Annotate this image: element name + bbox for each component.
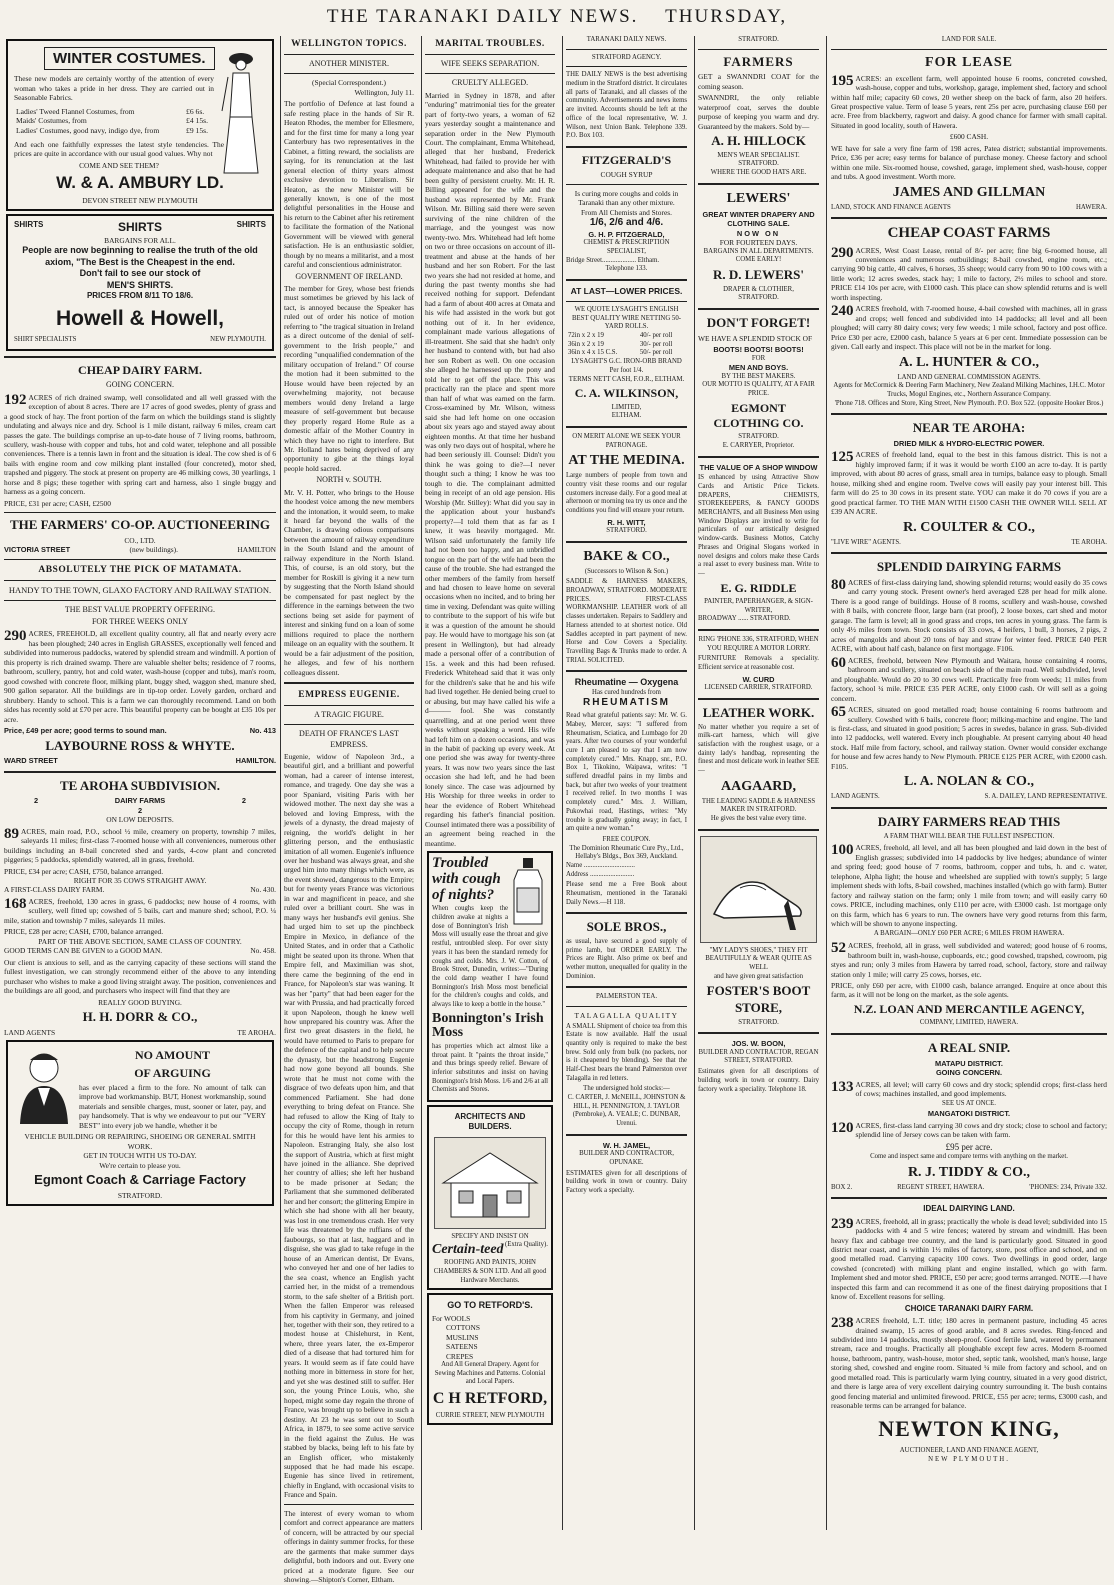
- winter-intro: These new models are certainly worthy of the attention of every woman who takes a pride in her dress. They are carried out in Seasonable Fabrics.: [14, 74, 214, 103]
- winter-costumes-ad: [6, 39, 274, 211]
- retford-firm: C H RETFORD,: [432, 1390, 548, 1408]
- farmers-heading: FARMERS: [723, 53, 794, 69]
- coast-farms-heading: CHEAP COAST FARMS: [887, 225, 1051, 242]
- foster-firm: FOSTER'S BOOT STORE,: [706, 983, 811, 1015]
- splendid-heading: SPLENDID DAIRYING FARMS: [876, 559, 1062, 575]
- cheap-dairy-sub: GOING CONCERN.: [106, 380, 174, 390]
- shirts-label-center: SHIRTS: [117, 220, 162, 235]
- egmont-please: We're certain to please you.: [99, 1160, 181, 1170]
- shoe-illustration: [700, 836, 817, 943]
- farmers-coop-firm: THE FARMERS' CO-OP. AUCTIONEERING: [9, 517, 271, 533]
- egmont-clothing: EGMONT CLOTHING CO.: [713, 400, 804, 431]
- empress-heading: EMPRESS EUGENIE.: [298, 689, 400, 700]
- bake-heading: BAKE & CO.,: [583, 548, 670, 564]
- winter-outro: And each one faithfully expresses the latest style tendencies. The prices are quite in accordance with our usual good values. Why not: [14, 139, 224, 159]
- aroha-heading: NEAR TE AROHA:: [912, 420, 1026, 436]
- irish-moss-body: When coughs keep the children awake at nights a dose of Bonnington's Irish Moss will usually ease the throat and give restful, untroubled sleep. For over sixty years it has been the standard remedy for coughs and colds. Mrs. J. W. Cotton, of Brook Street, Dunedin, writes:—"During the cold damp weather I have found Bonnington's Irish Moss most beneficial for the children's coughs and colds, and always like to keep a bottle in the house.": [432, 905, 548, 1008]
- table-row: 72in x 2 x 19 40/- per roll: [568, 332, 673, 340]
- laybourne-town: HAMILTON.: [235, 756, 276, 766]
- cheap-dairy-body: 192 ACRES of rich drained swamp, well consolidated and all well grassed with the exception of about 8 acres. There are 17 acres of good swedes, plenty of grass and a good stock of hay. The front portion of the farm on which the buildings stand is slightly undulating and always nice and dry. School is 1 mile distant, railway 6 miles, cream cart passes the gate. The buildings comprise an up-to-date house of 7 living rooms, bathroom, scullery, wash-house with copper and tubs, hot and cold water, telephone and all possible conveniences. There is a tennis lawn in front and the situation is ideal. The cow shed is of 6 bails with engine room and cow milking plant installed (four concreted), motor shed, trapshed and piggery. The stock at present on property are 46 milking cows, 30 yearlings, 1 horse and 8 pigs; these together with spring cart and harness, also 1 single buggy and harness as a going concern.: [4, 391, 276, 497]
- lewers-firm: R. D. LEWERS': [712, 266, 805, 282]
- matamata-handy: HANDY TO THE TOWN, GLAXO FACTORY AND RAILWAY STATION.: [8, 585, 272, 595]
- man-portrait-icon: [14, 1046, 74, 1124]
- nz-loan-firm: N.Z. LOAN AND MERCANTILE AGENCY,: [853, 1001, 1085, 1016]
- lower-prices: AT LAST—LOWER PRICES.: [570, 286, 683, 297]
- egmont-heading1: NO AMOUNT: [135, 1048, 210, 1063]
- winter-item: Ladies' Tweed Flannel Costumes, from £6 6s.: [16, 106, 205, 116]
- matamata-headline: ABSOLUTELY THE PICK OF MATAMATA.: [38, 564, 242, 575]
- wire-price-table: [566, 332, 687, 358]
- hunter-firm: A. L. HUNTER & CO.,: [898, 354, 1039, 370]
- hillock-firm: A. H. HILLOCK: [711, 133, 806, 149]
- medina-heading: AT THE MEDINA.: [568, 453, 685, 469]
- column-6: LAND FOR SALE. FOR LEASE 195 ACRES: an excellent farm, well appointed house 6 rooms, concreted cowshed, wash-house, copper and tubs, workshop, garage, implement shed, factory and school within half mile; capacity 60 cows, 20 wether sheep on the back of farm, also 20 heifers. Great prospective value. Term of lease 5 years, rent 25s per acre, purchasing clause £60 per acre. Free from blackberry, ragwort and daisy. A good chance for farmer with small capital. Situated in good locality, south of Hawera. £600 CASH. WE have for sale a very fine farm of 198 acres, Patea district; substantial improvements. Price, £36 per acre; easy terms for balance of purchase money. Cheese factory and school within one mile. Six-roomed house, cowshed, garage, implement shed, wash-house, copper and tubs. A good investment. Worth more. JAMES AND GILLMAN LAND, STOCK AND FINANCE AGENTS HAWERA. CHEAP COAST FARMS 290 ACRES, West Coast Lease, rental of 8/- per acre; fine big 6-roomed house, all conveniences and numerous outbuildings; 8-bail cowshed, engine room, etc.; carrying 90 big cattle, 40 calves, 6 horses, 35 sheep; would carry from 90 to 100 cows with a little work; 12 acres swedes, stack hay; 1 mile to factory, 2½ miles to school and store. PRICE £14 10s per acre, with £1000 cash. This place can show splendid returns and is well worth inspecting. 240 ACRES freehold, with 7-roomed house, 4-bail cowshed with machines, all in grass and crops; well fenced and subdivided into 14 paddocks; all level and all been ploughed; will carry 80 dairy cows; very few weeds; 1 mile school, factory and post office. Price £30 per acre, £2000 cash, balance 5 years at 6 per cent. Immediate possession can be given. Call early and inspect. This place will not be in the market for long. A. L. HUNTER & CO., LAND AND GENERAL COMMISSION AGENTS. Agents for McCormick & Deering Farm Machinery, New Zealand Milking Machines, I.H.C. Motor Trucks, Mogul Engines, etc., Northern Assurance Company. 'Phone 718. Offices and Store, King Street, New Plymouth. P.O. Box 522. (opposite Hooker Bros.) NEAR TE AROHA: DRIED MILK & HYDRO-ELECTRIC POWER. 125 ACRES of freehold land, equal to the best in this famous district. This is not a highly improved farm; if it was it would be worth £100 an acre to-day. It is partly improved, with about 80 acres of grass, small area in turnips, balance easy to plough. Small house, milking shed and engine room. Twelve cows will easily pay your interest bill. This farm will do 25 to 30 cows in its present state. YOU can make it do 70 cows if you are a good practical farmer. TO THE MAN WITH £1500 CASH THE OWNER WILL SELL AT £39 AN ACRE. R. COULTER & CO., "LIVE WIRE" AGENTS. TE AROHA. SPLENDID DAIRYING FARMS 80 ACRES of first-class dairying land, showing splendid returns; would easily do 35 cows and carry young stock. Present owner's herd averaged £28 per head for milk alone. There is a good range of buildings. House of 8 rooms, scullery and wash-house, cowshed with 8 bails, with concrete floor, large barn (rat proof), 2 loose boxes, cart shed and motor garage. The farm is level; all in good grass and crops, ten acres in young grass. The farm is only 4½ miles from town. Stock consists of 33 cows, 4 heifers, 1 bull, 3 horses, 2 pigs, 2 acres of mangolds and about 20 tons of hay and straw for winter feed. PRICE £40 PER ACRE, with about half cash, balance on first mortgage. F106. 60 ACRES, freehold, between New Plymouth and Waitara, house containing 4 rooms, bathroom and scullery, situated on beach side of the main road. Well subdivided, level and ploughable. Would do 20 to 30 cows well. Practically free from weeds; 11 miles from factory, school ¼ mile. PRICE £35 PER ACRE, only £1000 cash. Or will sell as a going concern. 65 ACRES, situated on good metalled road; house containing 6 rooms bathroom and scullery. Cowshed with 6 bails, concrete floor; milking-machine and engine. The land is first-class, and situated in good position; 5 acres in swedes, balance in grass. Sub-divided into 12 paddocks, well watered. Every inch ploughable. At present carrying about 40 head stock. Half mile from factory, school, and railway station. Owner would consider exchange for house and few acres handy to New Plymouth. PRICE £125 PER ACRE, with £2000 cash. F105. L. A. NOLAN & CO., LAND AGENTS. S. A. DAILEY, LAND REPRESENTATIVE. DAIRY FARMERS READ THIS A FARM THAT WILL BEAR THE FULLEST INSPECTION. 100 ACRES, freehold, all level, and all has been ploughed and laid down in the best of English grasses; subdivided into 14 paddocks by live hedges; abundance of winter and spring feed; good house of 7 rooms, bathroom, copper and tubs, h. and c. water, telephone, Alpha light; the house and wheelshed are supplied with town's supply; 5 large implement sheds with lofts, 8-bail cowshed, machines installed (which go with farm). Butter factory and railway station on the farm; only 1 mile from town; and will easily carry 60 cows. PRICE, including machines, only £110 per acre, with £3000 cash. 1st mortgage only on this farm, which has 6 years to run. The owners have very good returns from this farm, which will be shown to anyone inspecting. A BARGAIN—ONLY £60 PER ACRE; 6 MILES FROM HAWERA. 52 ACRES, freehold, all in grass, well subdivided and watered; good house of 6 rooms, bathroom built in, wash-house, cupboards, etc.; good cowshed, trapshed, cowroom, pig styes and run; only 3 miles from Hawera by tarred road, school, factory, store and railway station only 1 mile; will carry 25 cows, horses, etc. PRICE, only £60 per acre, with £1000 cash, balance arranged. Enquire at once about this farm, as it will not be long on the market, as the sole agents. N.Z. LOAN AND MERCANTILE AGENCY, COMPANY, LIMITED, HAWERA. A REAL SNIP. MATAPU DISTRICT. GOING CONCERN. 133 ACRES, all level; will carry 60 cows and dry stock; splendid crops; first-class herd of cows; machines installed, and good implements. SEE US AT ONCE. MANGATOKI DISTRICT. 120 ACRES, first-class land carrying 30 cows and dry stock; close to school and factory; splendid line of Jersey cows can be taken with farm. £95 per acre. Come and inspect same and compare terms with anything on the market. R. J. TIDDY & CO., BOX 2. REGENT STREET, HAWERA. 'PHONES: 234, Private 332. IDEAL DAIRYING LAND. 239 ACRES, freehold, all in grass; practically the whole is dead level; subdivided into 15 paddocks with 4 and 5 wire fences; watered by stream and windmill. Has been heavy flax and cabbage tree country, and the land is particularly good. Situated in good district near coast, and is within 1½ miles of factory, store, post office and school, and on good metalled road. Carrying capacity 100 cows. Two dwellings in good order, large cowshed (concreted) with milking plant and engine installed, which go with farm. Implement shed and motor shed. PRICE, £50 per acre; good terms arranged. NOTE.—I have inspected this farm and can recommend it as one of the finest dairying propositions that I know of. Excellent reasons for selling. CHOICE TARANAKI DAIRY FARM. 238 ACRES freehold, L.T. title; 180 acres in permanent pasture, including 45 acres drained swamp, 15 acres of good arable, and 8 acres swedes. Ring-fenced and subdivided into 14 paddocks, mostly sheep-proof. Good fertile land, watered by permanent stream, race and troughs. Practically all ploughable except few acres. Modern 8-roomed house, bathroom, pantry, wash-house, motor shed, septic tank, woolshed, man's house, large storing shed, cowshed and engine room. Situated ¼ mile from factory and school, and on good metalled road. This is particularly warm lying country, situated in a very good district, and there is large area of very excellent dairying country surrounding it. The bush contains good fencing material and unlimited firewood. PRICE, £55 per acre; terms, £3000 cash, and reasonable terms can be arranged for balance. NEWTON KING, AUCTIONEER, LAND AND FINANCE AGENT, NEW PLYMOUTH.: [826, 36, 1111, 1530]
- column-4: TARANAKI DAILY NEWS. STRATFORD AGENCY. THE DAILY NEWS is the best advertising medium in the Stratford district. It circulates all parts of Taranaki, and all classes of the community. Advertisements and news items are invited. Accounts should be left at the office of the local representative, W. J. Wilson, next Union Bank. Telephone 339. P.O. Box 103. FITZGERALD'S COUGH SYRUP Is curing more coughs and colds in Taranaki than any other mixture. From All Chemists and Stores. 1/6, 2/6 and 4/6. G. H. P. FITZGERALD, CHEMIST & PRESCRIPTION SPECIALIST, Bridge Street.................... Eltham. Telephone 133. AT LAST—LOWER PRICES. WE QUOTE LYSAGHT'S ENGLISH BEST QUALITY WIRE NETTING 50-YARD ROLLS. 72in x 2 x 19 40/- per roll 36in x 2 x 19 30/- per roll 36in x 4 x 15 C.S. 50/- per roll LYSAGHT'S G.C. IRON-ORB BRAND Per foot 1/4. TERMS NETT CASH, F.O.R., ELTHAM. C. A. WILKINSON, LIMITED, ELTHAM. ON MERIT ALONE WE SEEK YOUR PATRONAGE. AT THE MEDINA. Large numbers of people from town and country visit these rooms and our regular customers increase daily. For a good meal at afternoon or morning tea try us once and the conditions you find will ensure your return. R. H. WITT, STRATFORD. BAKE & CO., (Successors to Wilson & Son.) SADDLE & HARNESS MAKERS, BROADWAY, STRATFORD. MODERATE PRICES. FIRST-CLASS WORKMANSHIP. LEATHER work of all classes undertaken. Repairs to Saddlery and Harness attended to at shortest notice. Old Saddles accepted in part payment of new. Horse and Cow Covers a Speciality. Travelling Bags & Trunks made to order. A TRIAL SOLICITED. Rheumatine — Oxygena Has cured hundreds from RHEUMATISM Read what grateful patients say: Mr. W. G. Mabey, Mercer, says: "I suffered from Rheumatism, Sciatica, and Lumbago for 20 years. After two courses of your wonderful cure I am pleased to say that I am now completely cured." Mrs. Knapp, snr., P.O. Box 1, Tikokino, Waipawa, writes: "I suffered dreadful pains in my limbs and back, but after two weeks of your treatment I received relief. In two months I was completely cured." Mrs. J. William, Pukowhai road, Hastings, writes: "My trouble is gradually going away; in fact, I am quite a new woman." FREE COUPON. The Dominion Rheumatic Cure Pty., Ltd., Hellaby's Bldgs., Box 369, Auckland. Name .............................. Address .......................... Please send me a Free Book about Rheumatism, mentioned in the Taranaki Daily News.—H 118. SOLE BROS., as usual, have secured a good supply of prime lamb, but ORDER EARLY. The Prices are Right. Also prime ox beef and wether mutton, unequalled for quality in the Dominion. PALMERSTON TEA. TALAGALLA QUALITY A SMALL Shipment of choice tea from this Estate is now available. Half the usual quantity only is required to make the best brew. Sold only from bulk (no packets, nor is it cheapened by blending). See that the Half-Chest bears the brand Palmerston over Talagalla in red letters. The undersigned hold stocks:— C. CARTER, J. McNEILL, JOHNSTON & HILL, H. PENNINGTON, J. TAYLOR (Pembroke), A. VEALE; C. DUNBAR, Urenui. W. H. JAMEL, BUILDER AND CONTRACTOR, OPUNAKE. ESTIMATES given for all descriptions of building work in town or country. Dairy Factory work a specialty.: [562, 36, 690, 1530]
- column-5: STRATFORD. FARMERS GET a SWANNDRI COAT for the coming season. SWANNDRI, the only reliable waterproof coat, serves the double purpose of keeping you warm and dry. Guaranteed by the makers. Sold by— A. H. HILLOCK MEN'S WEAR SPECIALIST. STRATFORD. WHERE THE GOOD HATS ARE. LEWERS' GREAT WINTER DRAPERY AND CLOTHING SALE. NOW ON FOR FOURTEEN DAYS. BARGAINS IN ALL DEPARTMENTS. COME EARLY! R. D. LEWERS' DRAPER & CLOTHIER, STRATFORD. DON'T FORGET! WE HAVE A SPLENDID STOCK OF BOOTS! BOOTS! BOOTS! FOR MEN AND BOYS. BY THE BEST MAKERS. OUR MOTTO IS QUALITY, AT A FAIR PRICE. EGMONT CLOTHING CO. STRATFORD. E. CARRYER, Proprietor. THE VALUE OF A SHOP WINDOW IS enhanced by using Attractive Show Cards and Artistic Price Tickets. DRAPERS, CHEMISTS, STOREKEEPERS, & FANCY GOODS MERCHANTS, and all Business Men using Window Displays are invited to write for particulars of our artistically designed window-cards. Business Mottos, Catchy Phrases and Original Slogans worked in novel designs and colors make these Cards a real asset to every business man. Write to— E. G. RIDDLE PAINTER, PAPERHANGER, & SIGN-WRITER, BROADWAY ...... STRATFORD. RING 'PHONE 336, STRATFORD, WHEN YOU REQUIRE A MOTOR LORRY. FURNITURE Removals a speciality. Efficient service at reasonable cost. W. CURD LICENSED CARRIER, STRATFORD. LEATHER WORK. No matter whether you require a set of milk-cart harness, which will give satisfaction with the roughest usage, or a dainty lady's handbag, representing the finest and most delicate work in leather SEE— AAGAARD, THE LEADING SADDLE & HARNESS MAKER IN STRATFORD. He gives the best value every time. "MY LADY'S SHOES," THEY FIT BEAUTIFULLY & WEAR QUITE AS WELL and have given great satisfaction FOSTER'S BOOT STORE, STRATFORD. JOS. W. BOON, BUILDER AND CONTRACTOR, REGAN STREET, STRATFORD. Estimates given for all descriptions of building work in town or country. Dairy factory work a speciality. Telephone 18.: [694, 36, 822, 1530]
- matamata-body: 290 ACRES, FREEHOLD, all excellent quality country, all flat and nearly every acre has been ploughed; 240 acres in English GRASSES, exceptionally well fenced and subdivided into numerous paddocks, watered by splendid stream and windmill. A portion of this property is rich drained swamp. There are valuable shelter belts; residence of 7 rooms, bathroom, scullery, pantry, hot and cold water, wash-house (copper and tubs), man's room, good cowshed with concrete floor, milking plant, buggy shed, waggon shed, manure shed, 900 gallon separator. All the buildings are in tip-top order. Lovely garden, orchard and shrubbery. Handy to school. This is a farm we can thoroughly recommend. Land on both sides has recently sold at £70 per acre. This beautiful property can be bought at £35 10s per acre.: [4, 628, 276, 724]
- egmont-body: has ever placed a firm to the fore. No amount of talk can improve bad workmanship. BUT, Honest workmanship, sound materials and sensible charges, must, sooner or later, pay, and pay handsomely. That is why we endeavour to put our "VERY BEST" into every job we handle, whether it be: [79, 1082, 266, 1130]
- farmers-new: (new buildings).: [129, 545, 178, 555]
- tearoha-farm1: 89 ACRES, main road, P.O., school ½ mile, creamery on property, township 7 miles, saleyards 11 miles; first-class 7-roomed house with all conveniences, numerous other buildings including an 8-bail concreted shed and yards, 4-cow plant and concreted piggeries; 5 paddocks, splendidly watered, all in grass, freehold.: [4, 825, 276, 865]
- winter-cta: COME AND SEE THEM?: [79, 160, 159, 170]
- lady-illustration-icon: [218, 47, 264, 177]
- irish-moss-tail: has properties which act almost like a throat paint. It "paints the throat inside," and thus brings speedy relief. Beware of inferior substitutes and insist on having Bonnington's Irish Moss. 1/6 and 2/6 at all Chemists and Stores.: [432, 1043, 548, 1094]
- wellington-p1: The portfolio of Defence at last found a safe resting place in the hands of Sir R. Heaton Rhodes, the member for Ellesmere, and for the first time for many a long year Canterbury has two representatives in the Cabinet, a fitting reward, the socialists are saying, for its renunciation at the last general election of thirty years almost exclusive devotion to Liberalism. Sir Heaton, as the new Minister will be generally known, is one of the most delightful personalities in the House and his return to the Cabinet after his retirement to facilitate the formation of the National Government will be viewed with general satisfaction. He is an enthusiastic soldier, though by no means a militarist, and a most careful and conscientious administrator.: [284, 99, 414, 270]
- ambury-address: DEVON STREET NEW PLYMOUTH: [82, 195, 198, 205]
- farmers-street: VICTORIA STREET: [4, 545, 71, 555]
- north-south: NORTH v. SOUTH.: [316, 475, 382, 485]
- snip-heading: A REAL SNIP.: [927, 1039, 1011, 1055]
- egmont-firm: Egmont Coach & Carriage Factory: [34, 1172, 246, 1188]
- lewers-heading: LEWERS': [726, 190, 791, 206]
- egmont-coach-ad: [6, 1040, 274, 1206]
- table-row: 36in x 2 x 19 30/- per roll: [568, 340, 673, 348]
- another-minister: ANOTHER MINISTER.: [309, 59, 389, 69]
- wilkinson-firm: C. A. WILKINSON,: [574, 386, 679, 401]
- winter-price-list: [14, 107, 214, 136]
- ambury-firm: W. & A. AMBURY LD.: [56, 173, 224, 193]
- irish-moss-ad: [427, 851, 553, 1102]
- retford-ad: GO TO RETFORD'S. For WOOLS COTTONS MUSLINS SATEENS CREPES And All General Drapery. Agent for Sewing Machines and Patterns. Colonial and Local Papers. C H RETFORD, CURRIE STREET, NEW PLYMOUTH: [427, 1293, 553, 1425]
- shoe-icon: [704, 844, 814, 934]
- wellington-p2: The member for Grey, whose best friends must sometimes be grieved by his lack of tact, is annoyed because the Speaker has ruled out of order his notice of motion referring to "the tragical situation in Ireland as a direct outcome of the denial of self-government to the Irish people," and recording "unqualified condemnation of the military occupation of Ireland." Of course the motion had it been submitted to the House would have been rejected by an overwhelming majority, not because members would deny Ireland a large measure of self-government but because they properly regard Home Rule as a domestic affair of the Mother Country in which they have no right to interfere. But Mr. Holland hates being deprived of any opportunity to gibe at the things loyal people hold sacred.: [284, 284, 414, 473]
- house-illustration: [434, 1137, 546, 1229]
- house-icon: [435, 1143, 545, 1223]
- column-1: WINTER COSTUMES. These new models are certainly worthy of the attention of every woman who takes a pride in her dress. They are carried out in Seasonable Fabrics. Ladies' Tweed Flannel Costumes, from £6 6s. Maids' Costumes, from £4 15s. Ladies' Costumes, good navy, indigo dye, from £9 15s. And each one faithfully expresses the latest style tendencies. The prices are quite in accordance with our usual good values. Why not COME AND SEE THEM? W. & A. AMBURY LD. DEVON STREET NEW PLYMOUTH SHIRTS SHIRTS SHIRTS BARGAINS FOR ALL. People are now beginning to realise the truth of the old axiom, "The Best is the Cheapest in the end. Don't fail to see our stock of MEN'S SHIRTS. PRICES FROM 8/11 TO 18/6. Howell & Howell, SHIRT SPECIALISTS NEW PLYMOUTH. CHEAP DAIRY FARM. GOING CONCERN. 192 ACRES of rich drained swamp, well consolidated and all well grassed with the exception of about 8 acres. There are 17 acres of good swedes, plenty of grass and a good stock of hay. The front portion of the farm on which the buildings stand is slightly undulating and always nice and dry. School is 1 mile distant, railway 6 miles, cream cart passes the gate. The buildings comprise an up-to-date house of 7 living rooms, bathroom, scullery, wash-house with copper and tubs, hot and cold water, telephone and all possible conveniences. There is a tennis lawn in front and the situation is ideal. The cow shed is of 6 bails with engine room and cow milking plant installed (four concreted), motor shed, trapshed and piggery. The stock at present on property are 46 milking cows, 30 yearlings, 1 horse and 8 pigs; these together with spring cart and harness, also 1 single buggy and harness as a going concern. PRICE, £31 per acre; CASH, £2500 THE FARMERS' CO-OP. AUCTIONEERING CO., LTD. VICTORIA STREET (new buildings). HAMILTON ABSOLUTELY THE PICK OF MATAMATA. HANDY TO THE TOWN, GLAXO FACTORY AND RAILWAY STATION. THE BEST VALUE PROPERTY OFFERING. FOR THREE WEEKS ONLY 290 ACRES, FREEHOLD, all excellent quality country, all flat and nearly every acre has been ploughed; 240 acres in English GRASSES, exceptionally well fenced and subdivided into numerous paddocks, watered by splendid stream and windmill. A portion of this property is rich drained swamp. There are valuable shelter belts; residence of 7 rooms, bathroom, scullery, pantry, hot and cold water, wash-house (copper and tubs), man's room, good cowshed with concrete floor, milking plant, buggy shed, waggon shed, manure shed, 900 gallon separator. All the buildings are in tip-top order. Lovely garden, orchard and shrubbery. Handy to school. This is a farm we can thoroughly recommend. Land on both sides has recently sold at £70 per acre. This beautiful property can be bought at £35 10s per acre. Price, £49 per acre; good terms to sound man. No. 413 LAYBOURNE ROSS & WHYTE. WARD STREET HAMILTON. TE AROHA SUBDIVISION. 2 DAIRY FARMS 2 2 ON LOW DEPOSITS. 89 ACRES, main road, P.O., school ½ mile, creamery on property, township 7 miles, saleyards 11 miles; first-class 7-roomed house with all conveniences, numerous other buildings including an 8-bail concreted shed and yards, 4-cow plant and concreted piggeries; 5 paddocks, splendidly watered, all in grass, freehold. PRICE, £34 per acre; CASH, £750, balance arranged. RIGHT FOR 35 COWS STRAIGHT AWAY. A FIRST-CLASS DAIRY FARM. No. 430. 168 ACRES, freehold, 130 acres in grass, 6 paddocks; new house of 4 rooms, with scullery, well fitted up; cowshed of 5 bails, cart and manure shed; school, P.O. ¼ mile, station and township 7 miles, saleyards 11 miles. PRICE, £28 per acre; CASH, £700, balance arranged. PART OF THE ABOVE SECTION, SAME CLASS OF COUNTRY. GOOD TERMS CAN BE GIVEN to a GOOD MAN. No. 458. Our client is anxious to sell, and as the carrying capacity of these sections will stand the fullest investigation, we can strongly recommend either of the above to any intending purchaser who wishes to make a good living straight away. The position, conveniences and the buildings are all good, and purchasers who inspect will find that they are REALLY GOOD BUYING. H. H. DORR & CO., LAND AGENTS TE AROHA. NO AMOUNT OF ARGUING has ever placed a firm to the fore. No amount of talk can improve bad workmanship. BUT, Honest workmanship, sound materials and sensible charges, must, sooner or later, pay, and pay handsomely. That is why we endeavour to put our "VERY BEST" into every job we handle, whether it be VEHICLE BUILDING OR REPAIRING, SHOEING OR GENERAL SMITH WORK. GET IN TOUCH WITH US TO-DAY. We're certain to please you. Egmont Coach & Carriage Factory STRATFORD.: [4, 36, 276, 1530]
- tdn-notice: THE DAILY NEWS is the best advertising medium in the Stratford district. It circulates all parts of Taranaki, and all classes of the community. Advertisements and news items are invited. Accounts should be left at the office of the local representative, W. J. Wilson, next Union Bank. Telephone 339. P.O. Box 103.: [566, 71, 687, 140]
- shirts-footer-left: SHIRT SPECIALISTS: [14, 336, 77, 344]
- laybourne-street: WARD STREET: [4, 756, 58, 766]
- coupon-address-field[interactable]: Address ..........................: [566, 870, 635, 878]
- shirts-label-right: SHIRTS: [236, 220, 266, 230]
- rheumatism-word: RHEUMATISM: [582, 697, 671, 709]
- egmont-list: VEHICLE BUILDING OR REPAIRING, SHOEING OR GENERAL SMITH WORK.: [24, 1132, 256, 1151]
- sole-bros-heading: SOLE BROS.,: [586, 919, 667, 935]
- howell-firm: Howell & Howell,: [55, 306, 225, 330]
- tearoha-low: ON LOW DEPOSITS.: [106, 815, 174, 825]
- cheap-dairy-price: PRICE, £31 per acre; CASH, £2500: [4, 498, 111, 508]
- coupon-name-field[interactable]: Name ..............................: [566, 861, 635, 869]
- shirts-ad: [6, 214, 274, 351]
- lease-heading: FOR LEASE: [925, 54, 1013, 70]
- winter-item: Ladies' Costumes, good navy, indigo dye, from £9 15s.: [16, 126, 208, 136]
- nolan-firm: L. A. NOLAN & CO.,: [904, 774, 1034, 790]
- laybourne-firm: LAYBOURNE ROSS & WHYTE.: [45, 737, 235, 753]
- masthead: [0, 0, 1114, 34]
- column-3: MARITAL TROUBLES. WIFE SEEKS SEPARATION. CRUELTY ALLEGED. Married in Sydney in 1878, and after "enduring" matrimonial ties for the greater part of forty-two years, a woman of 62 years yesterday sought a maintenance and separation order in the New Plymouth Court. The complainant, Emma Whitehead, alleged that her husband, Frederick Whitehead, had failed to provide her with adequate maintenance and also that he had been guilty of persistent cruelty. Mr. H. R. Billing appeared for the wife and the husband was represented by Mr. Frank Wilson. Mr. Billing said there were seven surviving of the nine children of the marriage, and the youngest was now twenty-two. Mrs. Whitehead had left home on two or three occasions on account of ill-treatment and abuse at the hands of her husband and her son Robert. For the last two years she had not resided at home, and during the past twenty months she had received nothing for support. Defendant had a farm of about 400 acres at Omata and his wife had assisted in the work but got nothing out of it. In her evidence, complainant made various allegations of ill-treatment. She said that she hadn't only her husband to contend with, but had also her son Robert as well. On one occasion she alleged he harnessed up the pony and told her to get off the place. This was practically ran the place and spent more than half of what was earned on the farm. Cross-examined by Mr. Wilson, witness said she had left home on one occasion about six years ago and stayed away about eighteen months. At that time her husband was only two days out of hospital, where he had been seriously ill. Counsel: Didn't you think he was going to die?—I never thought such a thing; I know he was too tough to die. The complainant admitted being in receipt of an old age pension. His Worship (Mr. Stilley): What did you say in the application about your husband's property?—I told them that as far as I knew, it was heavily mortgaged. Mr. Wilson said unfortunately the family life had not been too happy, and an unbridled tongue on the part of the wife had been the cause of the trouble. She had estranged the other members of the family from herself and had chosen to leave home on several occasions when no incited, and to bring her time in vexing. Defendant was quite willing to contribute to the support of his wife but it was a question of the amount he should pay. He would have to mortgage his son (at present in Wellington), but had already made a personal offer of a contribution of 15s. a week and this had been refused. Frederick Whitehead said that it was only for the children's sake that he and his wife had lived together. He denied being cruel to or abusing, but may have called his wife a d——— fool. She was constantly quarrelling, and at one period went three weeks without speaking a word. His wife had left him on a dozen occasions, and was in the habit of packing up every week. At one period she was away for twenty-three years. It was now two years since the last occasion she had left, and he had been lonely since. The case was adjourned by His Worship for three weeks in order to hear the evidence of Robert Whitehead regarding his father's financial position. Counsel intimated there was a possibility of an agreement being reached in the meantime. Troubled with cough of nights? When coughs keep the children awake at nights a dose of Bonnington's Irish Moss will usually ease the throat and give restful, untroubled sleep. For over sixty years it has been the standard remedy for coughs and colds. Mrs. J. W. Cotton, of Brook Street, Dunedin, writes:—"During the cold damp weather I have found Bonnington's Irish Moss most beneficial for the children's coughs and colds, and always like to keep a bottle in the house." Bonnington's Irish Moss has properties which act almost like a throat paint. It "paints the throat inside," and thus brings speedy relief. Beware of inferior substitutes and insist on having Bonnington's Irish Moss. 1/6 and 2/6 at all Chemists and Stores. ARCHITECTS AND BUILDERS. SPECIFY AND INSIST ON Certain-teed (Extra Quality). ROOFING AND PAINTS, JOHN CHAMBERS & SON LTD. And all good Hardware Merchants. GO TO RETFORD'S. For WOOLS COTTONS MUSLINS SATEENS CREPES And All General Drapery. Agent for Sewing Machines and Patterns. Colonial and Local Papers. C H RETFORD, CURRIE STREET, NEW PLYMOUTH: [421, 36, 558, 1530]
- certainteed-brand: Certain-teed: [432, 1242, 504, 1258]
- matamata-offer: THE BEST VALUE PROPERTY OFFERING.: [64, 604, 216, 614]
- james-gillman-firm: JAMES AND GILLMAN: [892, 184, 1046, 200]
- marital-heading: MARITAL TROUBLES.: [435, 39, 545, 49]
- tiddy-firm: R. J. TIDDY & CO.,: [907, 1164, 1031, 1180]
- medicine-bottle-icon: [508, 856, 548, 926]
- marital-body: Married in Sydney in 1878, and after "enduring" matrimonial ties for the greater part of forty-two years, a woman of 62 years yesterday sought a maintenance and separation order in the New Plymouth Court. The complainant, Emma Whitehead, alleged that her husband, Frederick Whitehead, had failed to provide her with adequate maintenance and also that he had been guilty of persistent cruelty. Mr. H. R. Billing appeared for the wife and the husband was represented by Mr. Frank Wilson. Mr. Billing said there were seven surviving of the nine children of the marriage, and the youngest was now twenty-two. Mrs. Whitehead had left home on two or three occasions on account of ill-treatment and abuse at the hands of her husband and her son Robert. For the last two years she had not resided at home, and during the past twenty months she had received nothing for support. Defendant had a farm of about 400 acres at Omata and his wife had assisted in the work but got nothing out of it. In her evidence, complainant made various allegations of ill-treatment. She said that she hadn't only her husband to contend with, but had also her son Robert as well. On one occasion she alleged he harnessed up the pony and told her to get off the place. This was practically ran the place and spent more than half of what was earned on the farm. Cross-examined by Mr. Wilson, witness said she had left home on one occasion about six years ago and stayed away about eighteen months. At that time her husband was only two days out of hospital, where he had been seriously ill. Counsel: Didn't you think he was going to die?—I never thought such a thing; I know he was too tough to die. The complainant admitted being in receipt of an old age pension. His Worship (Mr. Stilley): What did you say in the application about your husband's property?—I told them that as far as I knew, it was heavily mortgaged. Mr. Wilson said unfortunately the family life had not been too happy, and an unbridled tongue on the part of the wife had been the cause of the trouble. She had estranged the other members of the family from herself and had chosen to leave home on several occasions when no incited, and to bring her time in vexing. Defendant was quite willing to contribute to the support of his wife but it was a question of the amount he should pay. He would have to mortgage his son (at present in Wellington), but had already made a personal offer of a contribution of 15s. a week and this had been refused. Frederick Whitehead said that it was only for the children's sake that he and his wife had lived together. He denied being cruel to or abusing, but may have called his wife a d——— fool. She was constantly quarrelling, and at one period went three weeks without speaking a word. His wife had left him on a dozen occasions, and was in the habit of packing up every week. At one period she was away for twenty-three years. It was now two years since the last occasion she had left, and he had been lonely since. The case was adjourned by His Worship for three weeks in order to hear the evidence of Robert Whitehead regarding his father's financial position. Counsel intimated there was a possibility of an agreement being reached in the meantime.: [425, 90, 555, 848]
- certainteed-ad: ARCHITECTS AND BUILDERS. SPECIFY AND INSIST ON Certain-teed (Extra Quality). ROOFING AND PAINTS, JOHN CHAMBERS & SON LTD. And all good Hardware Merchants.: [427, 1105, 553, 1290]
- read-this-heading: DAIRY FARMERS READ THIS: [877, 813, 1061, 829]
- shirts-line2: Don't fail to see our stock of: [79, 268, 201, 279]
- shipton-ad: The interest of every woman to whom comfort and correct appearance are matters of concern, will be attracted by our special offerings in dainty summer frocks, for these are the garments that make summer days delightful, both indoors and out. Every one priced at a moderate figure. See our showing.—Shipton's Corner, Eltham.: [284, 1508, 414, 1585]
- winter-item: Maids' Costumes, from £4 15s.: [16, 116, 208, 126]
- irish-moss-brand: Bonnington's Irish Moss: [432, 1010, 544, 1041]
- dont-forget: DON'T FORGET!: [706, 314, 811, 330]
- matamata-price: Price, £49 per acre; good terms to sound man.: [4, 726, 167, 736]
- farmers-coop-ltd: CO., LTD.: [124, 535, 156, 545]
- table-row: 36in x 4 x 15 C.S. 50/- per roll: [568, 349, 673, 357]
- egmont-heading2: OF ARGUING: [134, 1065, 211, 1080]
- empress-body: Eugenie, widow of Napoleon 3rd., a beautiful girl, and a brilliant and powerful woman, had a career of intense interest, romance, and tragedy. One day she was a poor Spaniard, visiting Paris with her widowed mother. The next day she was a beloved and loving Empress, with the jewels of a dynasty, the dread majesty of reigning, the world's delight in her glittering person, and the enthusiastic imitation of all women. Eugenie's influence over her husband was always great, and she urged him into many things which were, as the event showed, dangerous to the Empire; but for twenty years France was victorious in war and magnificent in peace, and she ruled over a brilliant court. She was in many ways her husband's evil genius. She had urged him to set up the pinchbeck Empire in Mexico, in defiance of the United States, and in order that a Catholic might be seated upon its throne. When that Empire fell, and Maximilian was shot, there came the beginning of the end in France, for Napoleon's star was waning. It was her "party" that had been eager for the war with Prussia, and had practically forced it upon Napoleon, though he knew well how unprepared his country was. After the first two great disasters in the field, he would have returned to Paris to prepare for the defence of the capital and to help secure the dynasty, but the headstrong Eugenie had now gone beyond all bounds. She wrote that he must not come with the disgrace of two defeats upon him, and that commenced Parliament. She had done everything to bring defeat on France. She had refused to allow the King of Italy to occupy the city of Rome, though in return for this he would have lent his armies to Napoleon. Estranging Italy, she also lost the support of Austria, which at first might have joined in the alliance. She deprived her country of allies; she left her husband to be made prisoner at Sedan; the Parliament that she summoned deliberated her and her consort; the glittering Empire in which she had shone with all her beauty, was lost in one tremendous crash. Her very life was threatened by the ruffians of the faubourgs, so that at last, haggard and in disguise, she was glad to take refuge in the house of an American dentist, Dr Evans, who conveyed her and one of her ladies to the sea coast, whence an English yacht carried her, in the midst of a tremendous storm, to the safe shelter of a British port. When the fallen Emperor was released from his captivity in Germany, and joined her, together with their son, they retired to a modest house at Chislehurst, in Kent, where, three years later, the ex-Emperor died of a disease that had tortured him for years. It would seem as if fate could have nothing more in bitterness in store for her, and yet she was destined still to suffer. Her son, the young Prince Louis, who, she hoped, might some day regain the throne of France, was brought up to believe in such a destiny. At 23 he was sent out to South Africa, in 1879, to see some active service in the field against the Zulus. He was stabbed by blacks, being left to his fate by an English officer, who mistakenly supposed that he had made his escape. Eugenie has since lived in retirement, chiefly in England, with occasional visits to France and Spain.: [284, 751, 414, 1500]
- egmont-town: STRATFORD.: [117, 1190, 163, 1200]
- shirts-footer-right: NEW PLYMOUTH.: [210, 336, 266, 344]
- shirts-line3: MEN'S SHIRTS.: [106, 279, 174, 290]
- column-2: WELLINGTON TOPICS. ANOTHER MINISTER. (Special Correspondent.) Wellington, July 11. The portfolio of Defence at last found a safe resting place in the hands of Sir R. Heaton Rhodes, the member for Ellesmere, and for the first time for many a long year Canterbury has two representatives in the Cabinet, a fitting reward, the socialists are saying, for its renunciation at the last general election of thirty years almost exclusive devotion to Liberalism. Sir Heaton, as the new Minister will be generally known, is one of the most delightful personalities in the House and his return to the Cabinet after his retirement to facilitate the formation of the National Government will be viewed with general satisfaction. He is an enthusiastic soldier, though by no means a militarist, and a most careful and conscientious administrator. GOVERNMENT OF IRELAND. The member for Grey, whose best friends must sometimes be grieved by his lack of tact, is annoyed because the Speaker has ruled out of order his notice of motion referring to "the tragical situation in Ireland as a direct outcome of the denial of self-government to the Irish people," and recording "unqualified condemnation of the military occupation of Ireland." Of course the motion had it been submitted to the House would have been rejected by an overwhelming majority, not because members would deny Ireland a large measure of self-government but because they properly regard Home Rule as a domestic affair of the Mother Country in which they have no right to interfere. But Mr. Holland hates being deprived of any opportunity to gibe at the things loyal people hold sacred. NORTH v. SOUTH. Mr. V. H. Potter, who brings to the House the hoodest voice among the new members and the intonation, it would seem, to make it heard far beyond the walls of the Chamber, is drawing odious comparisons between the amount of railway expenditure in the South Island and the amount of railway expenditure in the North Island. This, of course, is an old story, but the member for Roskill is giving it a new turn by suggesting that the North Island should be compensated for past neglect by the difference in the earnings between the two sections being set aside for payment of interest and sinking fund on a loan of some millions required to place the northern mileage on an equality with the southern. It would be a fair adjustment of the position, he alleges, and few of his northern colleagues dissent. EMPRESS EUGENIE. A TRAGIC FIGURE. DEATH OF FRANCE'S LAST EMPRESS. Eugenie, widow of Napoleon 3rd., a beautiful girl, and a brilliant and powerful woman, had a career of intense interest, romance, and tragedy. One day she was a poor Spaniard, visiting Paris with her widowed mother. The next day she was a beloved and loving Empress, with the jewels of a dynasty, the dread majesty of reigning, the world's delight in her glittering person, and the enthusiastic imitation of all women. Eugenie's influence over her husband was always great, and she urged him into many things which were, as the event showed, dangerous to the Empire; but for twenty years France was victorious in war and magnificent in peace, and she ruled over a brilliant court. She was in many ways her husband's evil genius. She had urged him to set up the pinchbeck Empire in Mexico, in defiance of the United States, and in order that a Catholic might be seated upon its throne. When that Empire fell, and Maximilian was shot, there came the beginning of the end in France, for Napoleon's star was waning. It was her "party" that had been eager for the war with Prussia, and had practically forced it upon Napoleon, though he knew well how unprepared his country was. After the first two great disasters in the field, he would have returned to Paris to prepare for the defence of the capital and to help secure the dynasty, but the headstrong Eugenie had now gone beyond all bounds. She wrote that he must not come with the disgrace of two defeats upon him, and that commenced Parliament. She had done everything to bring defeat on France. She had refused to allow the King of Italy to occupy the city of Rome, though in return for this he would have lent his armies to Napoleon. Estranging Italy, she also lost the support of Austria, which at first might have joined in the alliance. She deprived her country of allies; she left her husband to be made prisoner at Sedan; the Parliament that she summoned deliberated her and her consort; the glittering Empire in which she had shone with all her beauty, was lost in one tremendous crash. Her very life was threatened by the ruffians of the faubourgs, so that at last, haggard and in disguise, she was glad to take refuge in the house of an American dentist, Dr Evans, who conveyed her and one of her ladies to the sea coast, whence an English yacht carried her, in the midst of a tremendous storm, to the safe shelter of a British port. When the fallen Emperor was released from his captivity in Germany, and joined her, together with their son, they retired to a modest house at Chislehurst, in Kent, where, three years later, the ex-Emperor died of a disease that had tortured him for years. It would seem as if fate could have nothing more in bitterness in store for her, and yet she was destined still to suffer. Her son, the young Prince Louis, who, she hoped, might some day regain the throne of France, was brought up to believe in such a destiny. At 23 he was sent out to South Africa, in 1879, to see some active service in the field against the Zulus. He was stabbed by blacks, being left to his fate by an English officer, who mistakenly supposed that he had made his escape. Eugenie has since lived in retirement, chiefly in England, with occasional visits to France and Spain. The interest of every woman to whom comfort and correct appearance are matters of concern, will be attracted by our special offerings in dainty summer frocks, for these are the garments that make summer days delightful, both indoors and out. Every one priced at a moderate figure. See our showing.—Shipton's Corner, Eltham.: [280, 36, 417, 1530]
- aagaard-firm: AAGAARD,: [720, 778, 797, 794]
- winter-heading: WINTER COSTUMES.: [44, 47, 215, 70]
- shirts-sub: BARGAINS FOR ALL.: [104, 235, 176, 245]
- talagalla-heading: TALAGALLA QUALITY: [574, 1011, 679, 1021]
- irish-moss-headline: Troubled with cough of nights?: [432, 855, 501, 903]
- tearoha-farm2: 168 ACRES, freehold, 130 acres in grass, 6 paddocks; new house of 4 rooms, with scullery, well fitted up; cowshed of 5 bails, cart and manure shed; school, P.O. ¼ mile, station and township 7 miles, saleyards 11 miles.: [4, 895, 276, 925]
- cheap-dairy-heading: CHEAP DAIRY FARM.: [78, 363, 202, 378]
- wellington-heading: WELLINGTON TOPICS.: [291, 39, 407, 49]
- riddle-firm: E. G. RIDDLE: [720, 580, 797, 595]
- dorr-firm: H. H. DORR & CO.,: [82, 1009, 198, 1025]
- matamata-no: No. 413: [249, 726, 276, 736]
- matamata-weeks: FOR THREE WEEKS ONLY: [91, 617, 188, 627]
- leather-work: LEATHER WORK.: [702, 704, 815, 720]
- farmers-town: HAMILTON: [237, 545, 276, 555]
- egmont-touch: GET IN TOUCH WITH US TO-DAY.: [83, 1151, 197, 1161]
- gov-ireland: GOVERNMENT OF IRELAND.: [295, 271, 403, 281]
- masthead-day: THURSDAY,: [665, 6, 788, 27]
- wellington-p3: Mr. V. H. Potter, who brings to the House the hoodest voice among the new members and the intonation, it would seem, to make it heard far beyond the walls of the Chamber, is drawing odious comparisons between the amount of railway expenditure in the South Island and the amount of railway expenditure in the North Island. This, of course, is an old story, but the member for Roskill is giving it a new turn by suggesting that the North Island should be compensated for past neglect by the difference in the earnings between the two sections being set aside for payment of interest and sinking fund on a loan of some millions required to place the northern mileage on an equality with the southern. It would be a fair adjustment of the position, he alleges, and few of his northern colleagues dissent.: [284, 487, 414, 677]
- shirts-body: People are now beginning to realise the truth of the old axiom, "The Best is the Cheapest in the end.: [22, 245, 258, 267]
- fitzgerald-heading: FITZGERALD'S: [581, 152, 672, 167]
- tearoha-heading: TE AROHA SUBDIVISION.: [59, 777, 221, 793]
- shirts-label-left: SHIRTS: [14, 220, 44, 230]
- masthead-title: THE TARANAKI DAILY NEWS.: [326, 6, 639, 27]
- shirts-prices: PRICES FROM 8/11 TO 18/6.: [86, 291, 194, 301]
- coulter-firm: R. COULTER & CO.,: [903, 519, 1035, 535]
- newton-king-firm: NEWTON KING,: [878, 1415, 1060, 1441]
